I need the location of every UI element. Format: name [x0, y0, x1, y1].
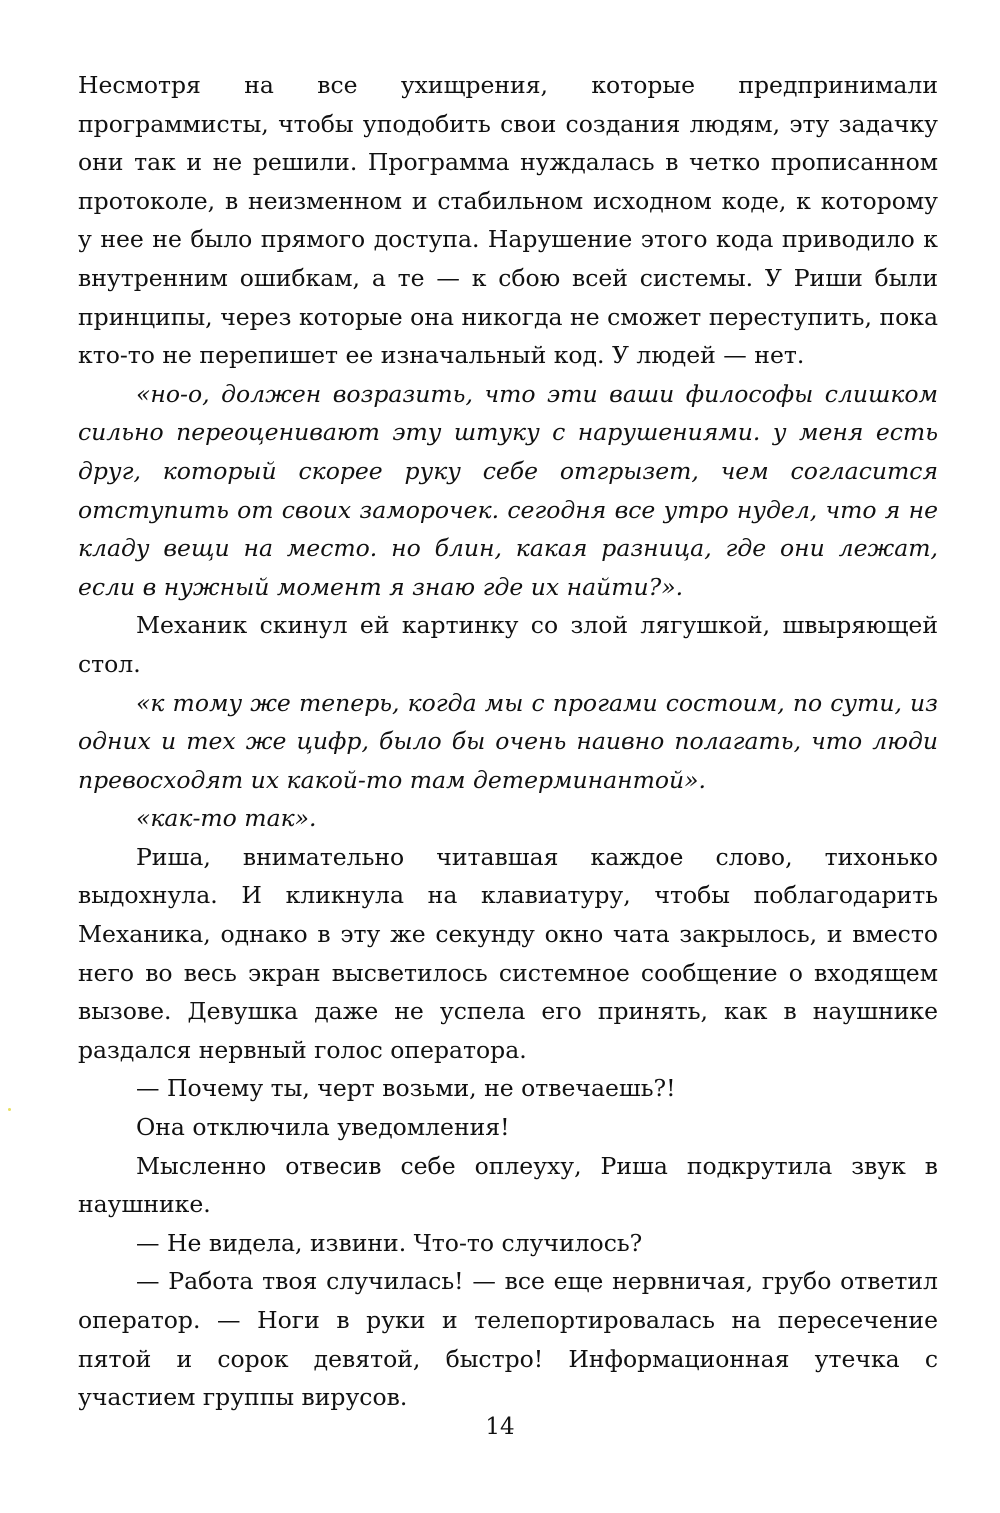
- paragraph-5-chat-message: «как-то так».: [136, 804, 317, 833]
- paragraph-7-dialogue: — Почему ты, черт возьми, не отвечаешь?!: [136, 1074, 676, 1103]
- paragraph-6: Риша, внимательно читавшая каждое слово, тихонько выдохнула. И кликнула на клавиатуру, чтобы поблагодарить Механика, однако в эту же секунду окно чата закрылось, и вместо него во весь экран высветилось системное сообщение о входящем вызове. Девушка даже не успела его принять, как в наушнике раздался нервный голос оператора.: [78, 842, 938, 1064]
- paragraph-11-dialogue: — Работа твоя случилась! — все еще нервничая, грубо ответил оператор. — Ноги в руки и телепортировалась на пересечение пятой и сорок девятой, быстро! Информационная утечка с участием группы вирусов.: [78, 1267, 938, 1412]
- paragraph-1: Несмотря на все ухищрения, которые предпринимали программисты, чтобы уподобить свои создания людям, эту задачку они так и не решили. Программа нуждалась в четко прописанном протоколе, в неизменном и стабильном исходном коде, к которому у нее не было прямого доступа. Нарушение этого кода приводило к внутренним ошибкам, а те — к сбою всей системы. У Риши были принципы, через которые она никогда не сможет переступить, пока кто-то не перепишет ее изначальный код. У людей — нет.: [78, 71, 938, 370]
- paragraph-9: Мысленно отвесив себе оплеуху, Риша подкрутила звук в наушнике.: [78, 1151, 938, 1219]
- paragraph-10-dialogue: — Не видела, извини. Что-то случилось?: [136, 1228, 643, 1257]
- paragraph-3: Механик скинул ей картинку со злой лягушкой, швыряющей стол.: [78, 611, 938, 678]
- paragraph-4-chat-message: «к тому же теперь, когда мы с прогами состоим, по сути, из одних и тех же цифр, было бы очень наивно полагать, что люди превосходят их какой-то там детерминантой».: [78, 688, 938, 794]
- paragraph-2-chat-message: «но-о, должен возразить, что эти ваши философы слишком сильно переоценивают эту штуку с нарушениями. у меня есть друг, который скорее руку себе отгрызет, чем согласится отступить от своих заморочек. сегодня все утро нудел, что я не кладу вещи на место. но блин, какая разница, где они лежат, если в нужный момент я знаю где их найти?».: [78, 379, 938, 601]
- body-text: [78, 66, 938, 1417]
- page-number: 14: [485, 1414, 515, 1440]
- scan-speck: [8, 1108, 11, 1111]
- paragraph-8: Она отключила уведомления!: [136, 1113, 510, 1142]
